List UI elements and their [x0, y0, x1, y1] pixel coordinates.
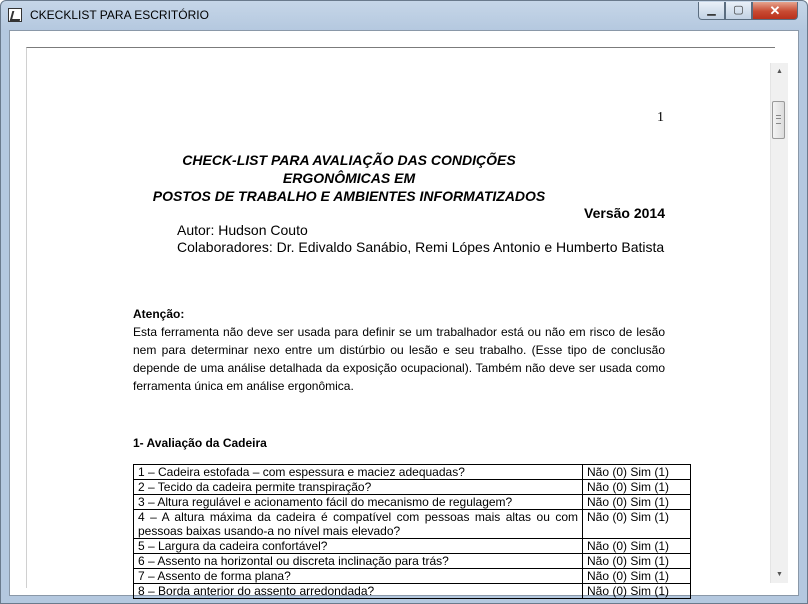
checklist-question: 6 – Assento na horizontal ou discreta inclinação para trás? [134, 554, 583, 569]
section-heading: 1- Avaliação da Cadeira [133, 436, 267, 450]
document-title [127, 151, 571, 205]
minimize-button[interactable]: ▁ [698, 2, 725, 20]
checklist-question: 2 – Tecido da cadeira permite transpiração? [134, 480, 583, 495]
checklist-options: Não (0) Sim (1) [583, 584, 691, 599]
checklist-row [134, 539, 691, 554]
checklist-question: 5 – Largura da cadeira confortável? [134, 539, 583, 554]
window-title: CKECKLIST PARA ESCRITÓRIO [30, 8, 209, 22]
close-button[interactable]: ✕ [752, 2, 798, 20]
checklist-row [134, 554, 691, 569]
checklist-row [134, 569, 691, 584]
scroll-thumb[interactable] [772, 101, 785, 139]
scroll-down-arrow-icon[interactable]: ▼ [776, 571, 783, 578]
checklist-options: Não (0) Sim (1) [583, 569, 691, 584]
checklist-options: Não (0) Sim (1) [583, 510, 691, 539]
title-line-2: POSTOS DE TRABALHO E AMBIENTES INFORMATIZADOS [152, 188, 546, 204]
attention-paragraph: Esta ferramenta não deve ser usada para definir se um trabalhador está ou não em risco de lesão nem para determinar nexo entre um distúrbio ou lesão e seu trabalho. (Esse tipo de conclusão depende de uma análise detalhada da exposição ocupacional). Também não deve ser usada como ferramenta única em análise ergonômica. [133, 325, 665, 393]
checklist-row [134, 495, 691, 510]
checklist-row [134, 465, 691, 480]
page-number: 1 [657, 110, 664, 125]
version-label: Versão 2014 [584, 205, 665, 221]
author-line: Autor: Hudson Couto [177, 222, 308, 238]
checklist-options: Não (0) Sim (1) [583, 495, 691, 510]
collaborators-line: Colaboradores: Dr. Edivaldo Sanábio, Remi Lópes Antonio e Humberto Batista [177, 239, 665, 255]
attention-heading: Atenção: [133, 307, 185, 321]
checklist-question: 8 – Borda anterior do assento arredondada? [134, 584, 583, 599]
scroll-up-arrow-icon[interactable]: ▲ [776, 68, 783, 75]
checklist-question: 3 – Altura regulável e acionamento fácil do mecanismo de regulagem? [134, 495, 583, 510]
checklist-question: 7 – Assento de forma plana? [134, 569, 583, 584]
checklist-row [134, 584, 691, 599]
maximize-button[interactable]: ▢ [725, 2, 752, 20]
checklist-options: Não (0) Sim (1) [583, 539, 691, 554]
checklist-options: Não (0) Sim (1) [583, 554, 691, 569]
checklist-row [134, 480, 691, 495]
checklist-table [133, 464, 691, 599]
checklist-options: Não (0) Sim (1) [583, 465, 691, 480]
app-icon[interactable] [8, 8, 22, 22]
checklist-question: 1 – Cadeira estofada – com espessura e maciez adequadas? [134, 465, 583, 480]
checklist-question: 4 – A altura máxima da cadeira é compatível com pessoas mais altas ou com pessoas baixas usando-a no nível mais elevado? [134, 510, 583, 539]
checklist-options: Não (0) Sim (1) [583, 480, 691, 495]
checklist-row [134, 510, 691, 539]
vertical-scrollbar[interactable] [770, 63, 788, 583]
document-page [26, 47, 775, 598]
title-line-1: CHECK-LIST PARA AVALIAÇÃO DAS CONDIÇÕES ERGONÔMICAS EM [182, 152, 516, 186]
title-bar[interactable] [1, 1, 807, 29]
document-viewer [9, 30, 799, 596]
